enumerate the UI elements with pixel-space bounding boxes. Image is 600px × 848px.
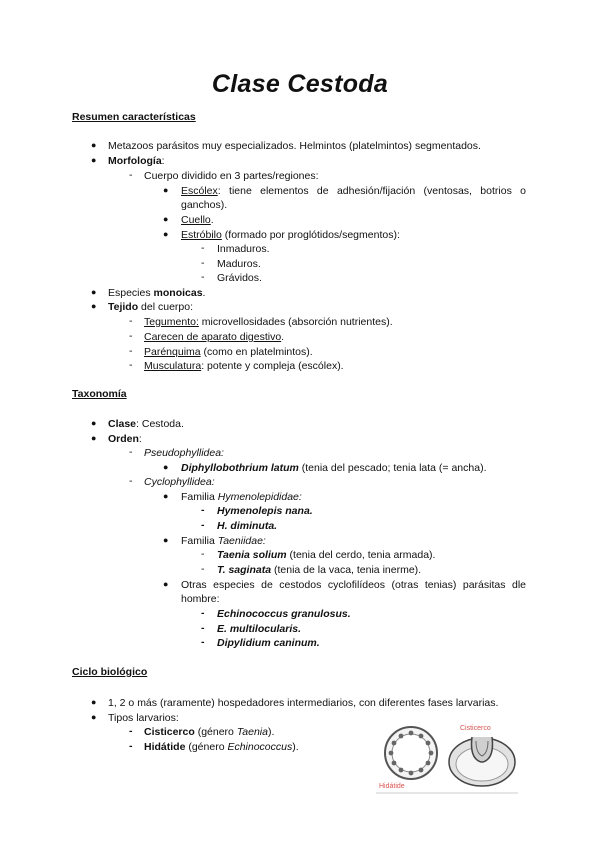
- list-item: Inmaduros.: [217, 243, 270, 255]
- cisticerco-drawing: [449, 737, 515, 786]
- list-item: Orden:: [108, 433, 142, 445]
- list-item: Carecen de aparato digestivo.: [144, 331, 285, 343]
- list-item: Otras especies de cestodos cyclofilídeos (otras tenias) parásitas dle hombre:: [181, 579, 526, 605]
- list-item: H. diminuta.: [217, 520, 278, 532]
- bullet: ●: [163, 229, 169, 239]
- list-item: Familia Hymenolepididae:: [181, 491, 302, 503]
- dash: -: [129, 740, 133, 752]
- bullet: ●: [91, 155, 97, 165]
- list-item: Cisticerco (género Taenia).: [144, 726, 275, 738]
- list-item: Grávidos.: [217, 272, 262, 284]
- dash: -: [129, 359, 133, 371]
- figure-label-cisticerco: Cisticerco: [460, 725, 491, 732]
- section-heading-ciclo: Ciclo biológico: [72, 666, 148, 678]
- bullet: ●: [163, 462, 169, 472]
- list-item: Familia Taeniidae:: [181, 535, 266, 547]
- list-item: Parénquima (como en platelmintos).: [144, 346, 313, 358]
- hidatide-drawing: [385, 727, 437, 779]
- dash: -: [129, 345, 133, 357]
- list-item: Escólex: tiene elementos de adhesión/fijación (ventosas, botrios o ganchos).: [181, 185, 526, 211]
- list-item: Cyclophyllidea:: [144, 476, 215, 488]
- dash: -: [129, 169, 133, 181]
- bullet: ●: [163, 535, 169, 545]
- bullet: ●: [91, 712, 97, 722]
- dash: -: [129, 330, 133, 342]
- list-item: Maduros.: [217, 258, 261, 270]
- dash: -: [201, 548, 205, 560]
- list-item: Hymenolepis nana.: [217, 505, 313, 517]
- list-item: Hidátide (género Echinococcus).: [144, 741, 299, 753]
- list-item: T. saginata (tenia de la vaca, tenia inerme).: [217, 564, 422, 576]
- dash: -: [201, 636, 205, 648]
- dash: -: [129, 475, 133, 487]
- list-item: Morfología:: [108, 155, 165, 167]
- bullet: ●: [91, 697, 97, 707]
- list-item: 1, 2 o más (raramente) hospedadores intermediarios, con diferentes fases larvarias.: [108, 697, 499, 709]
- dash: -: [201, 271, 205, 283]
- list-item: Tegumento: microvellosidades (absorción nutrientes).: [144, 316, 393, 328]
- bullet: ●: [91, 418, 97, 428]
- bullet: ●: [163, 185, 169, 195]
- list-item: Estróbilo (formado por proglótidos/segmentos):: [181, 229, 400, 241]
- list-item: Musculatura: potente y compleja (escólex).: [144, 360, 344, 372]
- list-item: Especies monoicas.: [108, 287, 206, 299]
- section-heading-resumen: Resumen características: [72, 111, 196, 123]
- bullet: ●: [91, 301, 97, 311]
- bullet: ●: [163, 214, 169, 224]
- bullet: ●: [163, 579, 169, 589]
- list-item: Echinococcus granulosus.: [217, 608, 351, 620]
- list-item: Metazoos parásitos muy especializados. Helmintos (platelmintos) segmentados.: [108, 140, 481, 152]
- dash: -: [129, 446, 133, 458]
- dash: -: [201, 504, 205, 516]
- bullet: ●: [91, 287, 97, 297]
- dash: -: [201, 519, 205, 531]
- dash: -: [201, 622, 205, 634]
- section-heading-taxonomia: Taxonomía: [72, 388, 127, 400]
- bullet: ●: [91, 433, 97, 443]
- figure-label-hidatide: Hidátide: [379, 783, 405, 790]
- list-item: Dipylidium caninum.: [217, 637, 320, 649]
- list-item: Cuerpo dividido en 3 partes/regiones:: [144, 170, 319, 182]
- list-item: Cuello.: [181, 214, 214, 226]
- dash: -: [201, 257, 205, 269]
- dash: -: [129, 725, 133, 737]
- dash: -: [201, 607, 205, 619]
- page-title: Clase Cestoda: [211, 70, 389, 98]
- list-item: Taenia solium (tenia del cerdo, tenia armada).: [217, 549, 436, 561]
- bullet: ●: [91, 140, 97, 150]
- list-item: Tipos larvarios:: [108, 712, 179, 724]
- list-item: Clase: Cestoda.: [108, 418, 184, 430]
- dash: -: [201, 242, 205, 254]
- larval-stages-figure: [376, 719, 518, 794]
- dash: -: [201, 563, 205, 575]
- list-item: Pseudophyllidea:: [144, 447, 224, 459]
- list-item: Diphyllobothrium latum (tenia del pescado; tenia lata (= ancha).: [181, 462, 487, 474]
- dash: -: [129, 315, 133, 327]
- bullet: ●: [163, 491, 169, 501]
- list-item: E. multilocularis.: [217, 623, 302, 635]
- list-item: Tejido del cuerpo:: [108, 301, 194, 313]
